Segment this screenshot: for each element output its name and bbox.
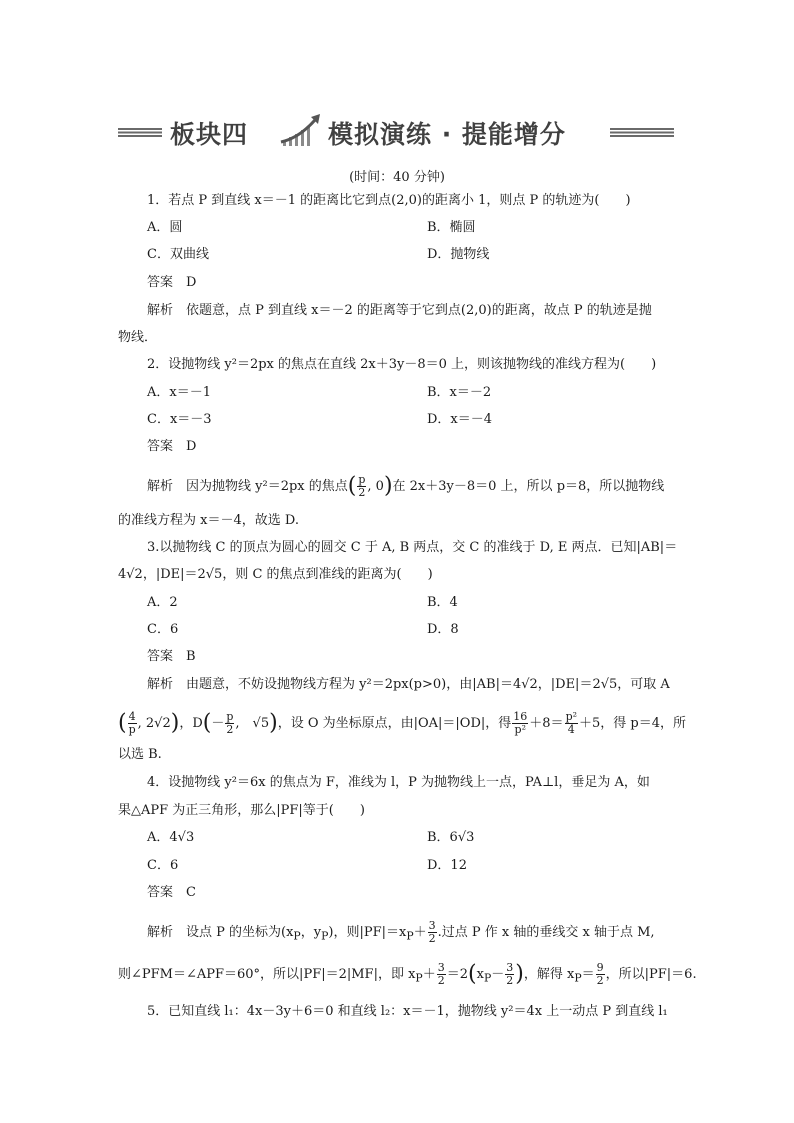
q2-answer: 答案 D — [147, 439, 197, 454]
section-title: 模拟演练 · 提能增分 — [328, 120, 566, 149]
q1-option-d: D．抛物线 — [427, 247, 490, 262]
q3-option-a: A．2 — [147, 595, 178, 610]
q1-stem: 1．若点 P 到直线 x＝－1 的距离比它到点(2,0)的距离小 1，则点 P 的轨迹为( ) — [147, 193, 631, 208]
q2-option-c: C．x＝－3 — [147, 412, 212, 427]
q3-analysis-cont: ( $\frac{4}{p}$ , 2√2)，D(－ $\frac{p}{2}$ , √5)，设 O 为坐标原点，由|OA|＝|OD|，得 $\frac{16}{\text{p²}}$ ＋8＝ $\frac{\text{p²}}{4}$ ＋5，得 p＝4，所 — [118, 710, 687, 736]
q4-answer: 答案 C — [147, 885, 196, 900]
q1-answer: 答案 D — [147, 275, 197, 290]
q1-option-b: B．椭圆 — [427, 220, 476, 235]
q4-analysis: 解析 设点 P 的坐标为($x_P$，$y_P$)，则$|PF|=x_P+$ $\frac{3}{2}$ .过点 P 作 x 轴的垂线交 x 轴于点 M, — [147, 919, 655, 945]
q4-analysis-cont: 则∠PFM＝∠APF＝60°，所以|PF|＝2|MF|，即 $x_P+$ $\frac{3}{2}$ $=2(x_P-$ $\frac{3}{2}$ )，解得 $x_P=$ $\frac{9}{2}$ ，所以|PF|＝6. — [118, 961, 697, 987]
q4-stem-cont: 果△APF 为正三角形，那么|PF|等于( ) — [118, 803, 365, 818]
section-banner — [118, 112, 674, 152]
q3-analysis: 解析 由题意，不妨设抛物线方程为 y²＝2px(p>0)，由|AB|＝4√2，|DE|＝2√5，可取 A — [147, 677, 670, 692]
q4-option-b: B．6√3 — [427, 830, 475, 845]
q4-option-d: D．12 — [427, 858, 467, 873]
q4-stem: 4．设抛物线 y²＝6x 的焦点为 F，准线为 l，P 为抛物线上一点，PA⊥l，垂足为 A，如 — [147, 775, 650, 790]
q2-option-b: B．x＝－2 — [427, 385, 492, 400]
q2-option-d: D．x＝－4 — [427, 412, 493, 427]
q3-option-b: B．4 — [427, 595, 458, 610]
q3-analysis-end: 以选 B. — [118, 747, 162, 762]
q4-option-c: C．6 — [147, 858, 179, 873]
q4-option-a: A．4√3 — [147, 830, 195, 845]
q1-option-a: A．圆 — [147, 220, 183, 235]
time-note: (时间：40 分钟) — [349, 170, 445, 185]
banner-right-rule — [610, 128, 674, 137]
q2-analysis-cont: 的准线方程为 x＝－4，故选 D. — [118, 513, 299, 528]
q3-stem: 3.以抛物线 C 的顶点为圆心的圆交 C 于 A, B 两点，交 C 的准线于 D, E 两点．已知|AB|＝ — [147, 540, 678, 555]
q1-analysis: 解析 依题意，点 P 到直线 x＝－2 的距离等于它到点(2,0)的距离，故点 P 的轨迹是抛 — [147, 303, 652, 318]
q1-option-c: C．双曲线 — [147, 247, 209, 262]
q2-stem: 2．设抛物线 y²＝2px 的焦点在直线 2x＋3y－8＝0 上，则该抛物线的准线方程为( ) — [147, 357, 657, 372]
q3-option-d: D．8 — [427, 622, 459, 637]
growth-chart-icon — [279, 112, 323, 148]
q3-stem-cont: 4√2，|DE|＝2√5，则 C 的焦点到准线的距离为( ) — [118, 567, 433, 582]
q5-stem: 5．已知直线 l₁：4x－3y＋6＝0 和直线 l₂：x＝－1，抛物线 y²＝4x 上一动点 P 到直线 l₁ — [147, 1004, 668, 1019]
q1-analysis-cont: 物线． — [118, 330, 158, 345]
q2-analysis: 解析 因为抛物线 y²＝2px 的焦点( $\frac{p}{2}$ , 0)在 2x＋3y－8＝0 上，所以 p＝8，所以抛物线 — [147, 473, 665, 499]
section-label: 板块四 — [170, 120, 249, 149]
q3-answer: 答案 B — [147, 649, 196, 664]
q3-option-c: C．6 — [147, 622, 179, 637]
q2-option-a: A．x＝－1 — [147, 385, 211, 400]
banner-left-rule — [118, 128, 162, 137]
